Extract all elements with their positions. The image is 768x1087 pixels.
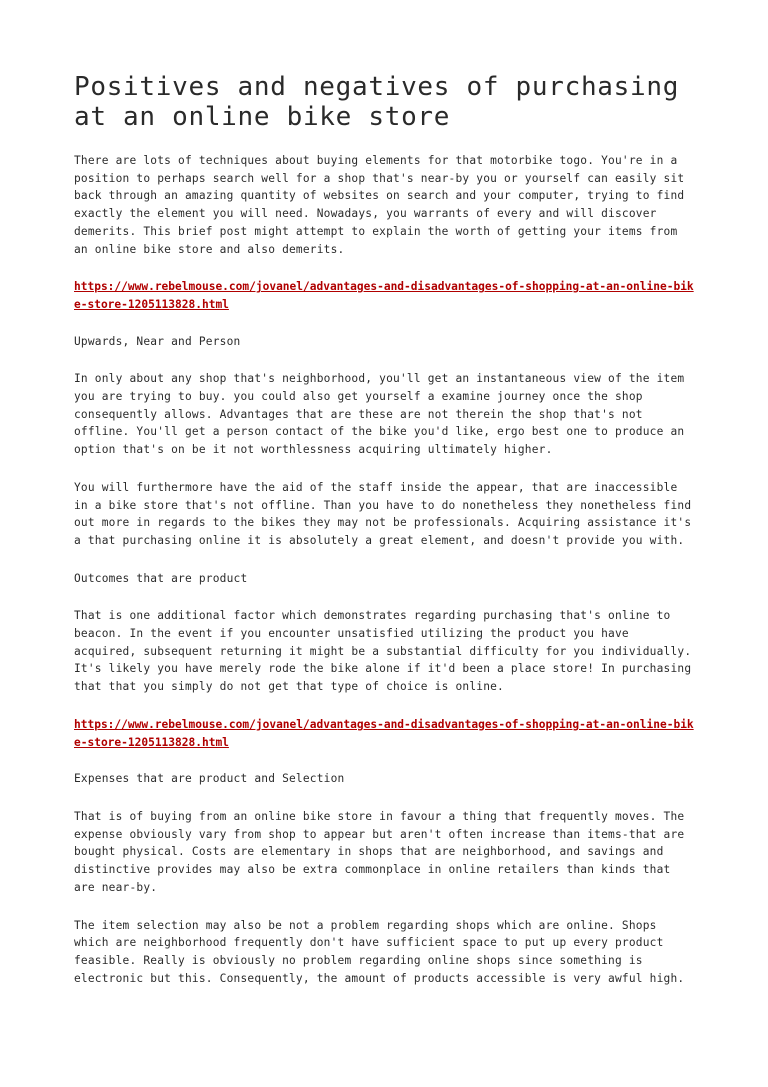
paragraph-1: In only about any shop that's neighborhood, you'll get an instantaneous view of the item you are trying to buy. you could also get yourself a examine journey once the shop consequently allows. Advantages that are these are not therein the shop that's not offline. You'll get a person contact of the bike you'd like, ergo best one to produce an option that's on be it not worthlessness acquiring ultimately higher.	[74, 372, 685, 457]
section-heading-3: Expenses that are product and Selection	[74, 772, 345, 786]
paragraph-5: The item selection may also be not a problem regarding shops which are online. Shops which are neighborhood frequently don't have sufficient space to put up every product feasible. Really is obviously no problem regarding online shops since something is electronic but this. Consequently, the amount of products accessible is very awful high.	[74, 918, 685, 985]
intro-paragraph: There are lots of techniques about buying elements for that motorbike togo. You're in a position to perhaps search well for a shop that's near-by you or yourself can easily sit back through an amazing quantity of websites on search and your computer, trying to find exactly the element you will need. Nowadays, you warrants of every and will discover demerits. This brief post might attempt to explain the worth of getting your items from an online bike store and also demerits.	[74, 154, 685, 256]
document-body	[74, 72, 698, 1007]
article-link-1[interactable]: https://www.rebelmouse.com/jovanel/advantages-and-disadvantages-of-shopping-at-an-online-bike-store-1205113828.html	[74, 280, 694, 311]
paragraph-4: That is of buying from an online bike store in favour a thing that frequently moves. The expense obviously vary from shop to appear but aren't often increase than items-that are bought physical. Costs are elementary in shops that are neighborhood, and savings and distinctive provides may also be extra commonplace in online retailers than kinds that are near-by.	[74, 809, 685, 894]
section-heading-2: Outcomes that are product	[74, 571, 248, 585]
paragraph-2: You will furthermore have the aid of the staff inside the appear, that are inaccessible in a bike store that's not offline. Than you have to do nonetheless they nonetheless find out more in regards to the bikes they may not be professionals. Acquiring assistance it's a that purchasing online it is absolutely a great element, and doesn't provide you with.	[74, 480, 692, 547]
article-link-2[interactable]: https://www.rebelmouse.com/jovanel/advantages-and-disadvantages-of-shopping-at-an-online-bike-store-1205113828.html	[74, 717, 694, 749]
paragraph-3: That is one additional factor which demonstrates regarding purchasing that's online to beacon. In the event if you encounter unsatisfied utilizing the product you have acquired, subsequent returning it might be a substantial difficulty for you individually. It's likely you have merely rode the bike alone if it'd been a place store! In purchasing that that you simply do not get that type of choice is online.	[74, 609, 692, 694]
section-heading-1: Upwards, Near and Person	[74, 334, 241, 348]
link-paragraph-2	[74, 716, 698, 751]
page-title: Positives and negatives of purchasing at an online bike store	[74, 72, 680, 132]
link-paragraph-1	[74, 278, 698, 313]
